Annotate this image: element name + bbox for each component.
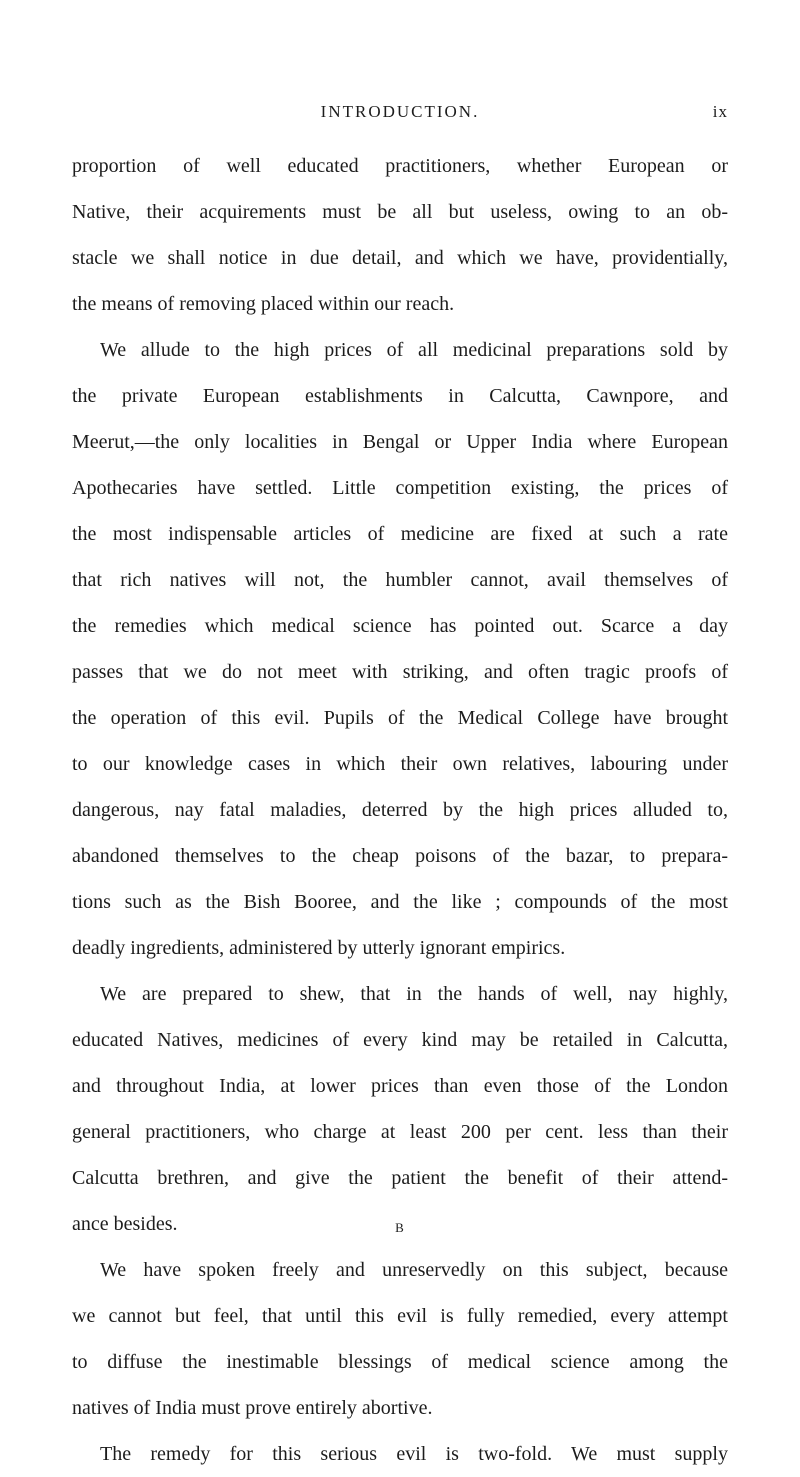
running-head [72,96,728,126]
text-line: natives of India must prove entirely abortive. [72,1397,433,1419]
signature-mark: B [395,1220,405,1235]
text-line: the most indispensable articles of medicine are fixed at such a rate [72,523,728,545]
text-line: to diffuse the inestimable blessings of medical science among the [72,1351,728,1373]
paragraph [72,1247,728,1431]
text-line: ance besides. [72,1213,178,1235]
text-line: and throughout India, at lower prices than even those of the London [72,1075,728,1097]
body-text [72,143,728,1477]
text-line: Calcutta brethren, and give the patient the benefit of their attend- [72,1167,728,1189]
text-line: the private European establishments in Calcutta, Cawnpore, and [72,385,728,407]
text-line: dangerous, nay fatal maladies, deterred by the high prices alluded to, [72,799,728,821]
text-line: proportion of well educated practitioners, whether European or [72,155,728,177]
page-number: ix [712,102,728,121]
text-line: We are prepared to shew, that in the hands of well, nay highly, [100,983,728,1005]
text-line: the means of removing placed within our reach. [72,293,455,315]
header-title: INTRODUCTION. [320,102,480,121]
text-line: that rich natives will not, the humbler cannot, avail themselves of [72,569,728,591]
text-line: tions such as the Bish Booree, and the like ; compounds of the most [72,891,728,913]
paragraph [72,1431,728,1477]
text-line: deadly ingredients, administered by utterly ignorant empirics. [72,937,566,959]
paragraph [72,971,728,1247]
text-line: passes that we do not meet with striking, and often tragic proofs of [72,661,728,683]
text-line: We have spoken freely and unreservedly on this subject, because [100,1259,728,1281]
text-line: The remedy for this serious evil is two-fold. We must supply [100,1443,728,1465]
text-line: We allude to the high prices of all medicinal preparations sold by [100,339,728,361]
text-line: abandoned themselves to the cheap poisons of the bazar, to prepara- [72,845,728,867]
text-line: stacle we shall notice in due detail, and which we have, providentially, [72,247,728,269]
text-line: educated Natives, medicines of every kind may be retailed in Calcutta, [72,1029,728,1051]
text-line: Native, their acquirements must be all but useless, owing to an ob- [72,201,728,223]
text-line: general practitioners, who charge at least 200 per cent. less than their [72,1121,728,1143]
text-line: we cannot but feel, that until this evil is fully remedied, every attempt [72,1305,728,1327]
text-line: the operation of this evil. Pupils of the Medical College have brought [72,707,728,729]
paragraph [72,327,728,971]
text-line: the remedies which medical science has pointed out. Scarce a day [72,615,728,637]
text-line: to our knowledge cases in which their own relatives, labouring under [72,753,728,775]
text-line: Meerut,—the only localities in Bengal or Upper India where European [72,431,728,453]
text-line: Apothecaries have settled. Little competition existing, the prices of [72,477,728,499]
paragraph [72,143,728,327]
